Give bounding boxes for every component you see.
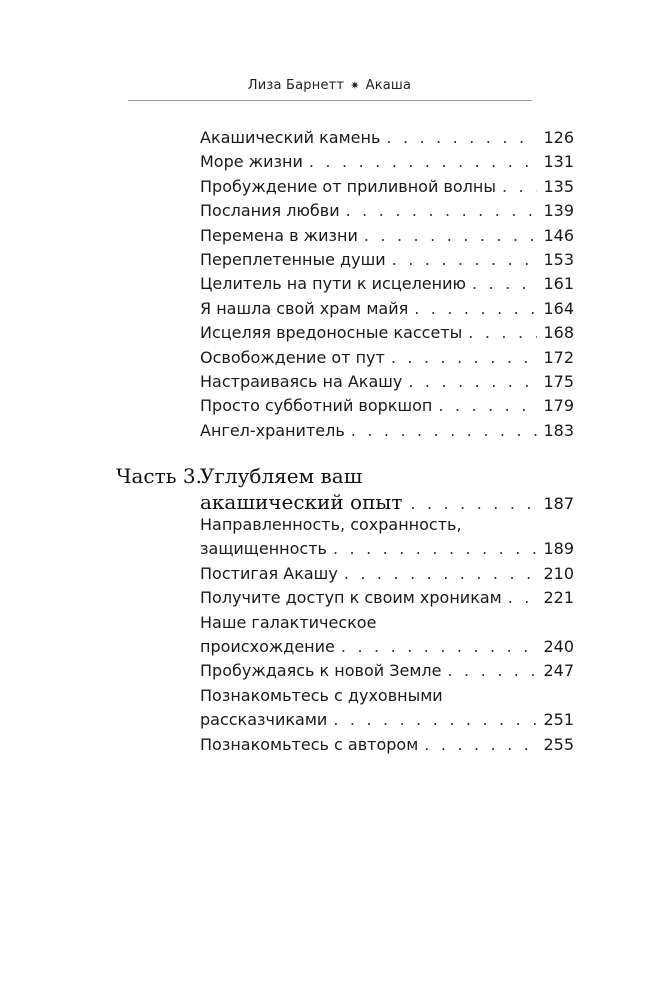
toc-entry-line1: Направленность, сохранность, — [200, 515, 462, 534]
header-author: Лиза Барнетт — [247, 78, 345, 93]
toc-entry-page: 221 — [543, 588, 574, 608]
leader-dots — [364, 224, 538, 248]
toc-entry-title: Познакомьтесь с автором — [200, 734, 419, 754]
toc-entry-title: Освобождение от пут — [200, 347, 385, 367]
toc-entry-title: Настраиваясь на Акашу — [200, 371, 403, 391]
toc-entry-page: 247 — [543, 661, 574, 681]
toc-entry — [200, 419, 574, 443]
toc-entry-page: 255 — [543, 734, 574, 754]
toc-entry-page: 172 — [543, 347, 574, 367]
toc-entry-title: защищенность — [200, 539, 327, 559]
toc-entry-page: 183 — [543, 420, 574, 440]
toc-entry — [200, 733, 574, 757]
toc-entry-title: рассказчиками — [200, 710, 328, 730]
toc-entry — [200, 370, 574, 394]
toc-entry — [200, 126, 574, 150]
part-page: 187 — [543, 494, 574, 513]
toc-entry-page: 139 — [543, 201, 574, 221]
leader-dots — [438, 394, 537, 418]
toc-entry-page: 146 — [543, 225, 574, 245]
toc-entry-title: Акашический камень — [200, 128, 381, 147]
toc-entry-title: Послания любви — [200, 201, 340, 221]
leader-dots — [508, 586, 538, 610]
toc-entry-page: 164 — [543, 298, 574, 318]
part-title-line2: акашический опыт — [200, 490, 403, 514]
toc-entry — [200, 272, 574, 296]
leader-dots — [333, 537, 538, 561]
toc-entry-page: 240 — [543, 636, 574, 656]
toc-entry-page: 153 — [543, 249, 574, 269]
leader-dots — [341, 635, 538, 659]
toc-entry-title: Пробуждение от приливной волны — [200, 176, 496, 196]
part-label: Часть 3. — [116, 464, 202, 488]
toc-entry-title: происхождение — [200, 636, 335, 656]
part-title-line2-row — [200, 489, 574, 515]
running-head — [0, 78, 659, 93]
toc-entry — [200, 708, 574, 732]
toc-entry — [200, 537, 574, 561]
toc-entry — [200, 297, 574, 321]
toc-entry — [200, 175, 574, 199]
toc-entry-title: Я нашла свой храм майя — [200, 298, 409, 318]
leader-dots — [309, 150, 538, 174]
leader-dots — [344, 562, 538, 586]
toc-entry — [200, 635, 574, 659]
toc-entry — [200, 394, 574, 418]
toc-entry-title: Пробуждаясь к новой Земле — [200, 661, 442, 681]
toc-entry-title: Целитель на пути к исцелению — [200, 274, 466, 294]
toc-entry-page: 179 — [543, 396, 574, 416]
leader-dots — [391, 346, 538, 370]
toc-entry-page: 135 — [543, 176, 574, 196]
leader-dots — [424, 733, 537, 757]
toc-entry-page: 189 — [543, 539, 574, 559]
toc-entry — [200, 199, 574, 223]
toc-entry-page: 168 — [543, 323, 574, 343]
leader-dots — [333, 708, 537, 732]
toc-entry-title: Перемена в жизни — [200, 225, 358, 245]
toc-entry-title: Исцеляя вредоносные кассеты — [200, 323, 463, 343]
leader-dots — [472, 272, 537, 296]
part-heading — [200, 463, 574, 515]
toc-entry-page: 131 — [543, 152, 574, 172]
leader-dots — [386, 126, 537, 150]
toc-entry — [200, 659, 574, 683]
leader-dots — [447, 659, 537, 683]
leader-dots — [346, 199, 538, 223]
toc-entry-page: 126 — [543, 128, 574, 147]
leader-dots — [351, 419, 538, 443]
toc-entry — [200, 321, 574, 345]
toc-entry — [200, 562, 574, 586]
toc-entry — [200, 150, 574, 174]
leader-dots — [408, 370, 537, 394]
toc-entry-page: 210 — [543, 563, 574, 583]
toc-entry-title: Постигая Акашу — [200, 563, 338, 583]
toc-entry-title: Переплетенные души — [200, 249, 386, 269]
toc-entry-title: Просто субботний воркшоп — [200, 396, 433, 416]
toc-entry-title: Получите доступ к своим хроникам — [200, 588, 502, 608]
toc-entry-page: 175 — [543, 371, 574, 391]
toc-entry — [200, 586, 574, 610]
toc-entry — [200, 248, 574, 272]
toc-list-continued — [200, 126, 574, 443]
toc-entry-page: 251 — [543, 710, 574, 730]
header-book-title: Акаша — [365, 78, 412, 93]
toc-entry-line1: Наше галактическое — [200, 612, 377, 632]
toc-entry-title: Ангел-хранитель — [200, 420, 345, 440]
star-separator-icon: ✷ — [350, 79, 360, 92]
toc-entry-title: Море жизни — [200, 152, 303, 172]
toc-entry-line1: Познакомьтесь с духовными — [200, 685, 443, 705]
leader-dots — [392, 248, 538, 272]
toc-entry — [200, 224, 574, 248]
leader-dots — [468, 321, 537, 345]
header-rule — [128, 100, 532, 101]
toc-entry — [200, 346, 574, 370]
leader-dots — [414, 297, 537, 321]
leader-dots — [502, 175, 537, 199]
part-title-line1: Углубляем ваш — [200, 464, 363, 488]
toc-entry-page: 161 — [543, 274, 574, 294]
toc-list-part3 — [200, 513, 574, 757]
